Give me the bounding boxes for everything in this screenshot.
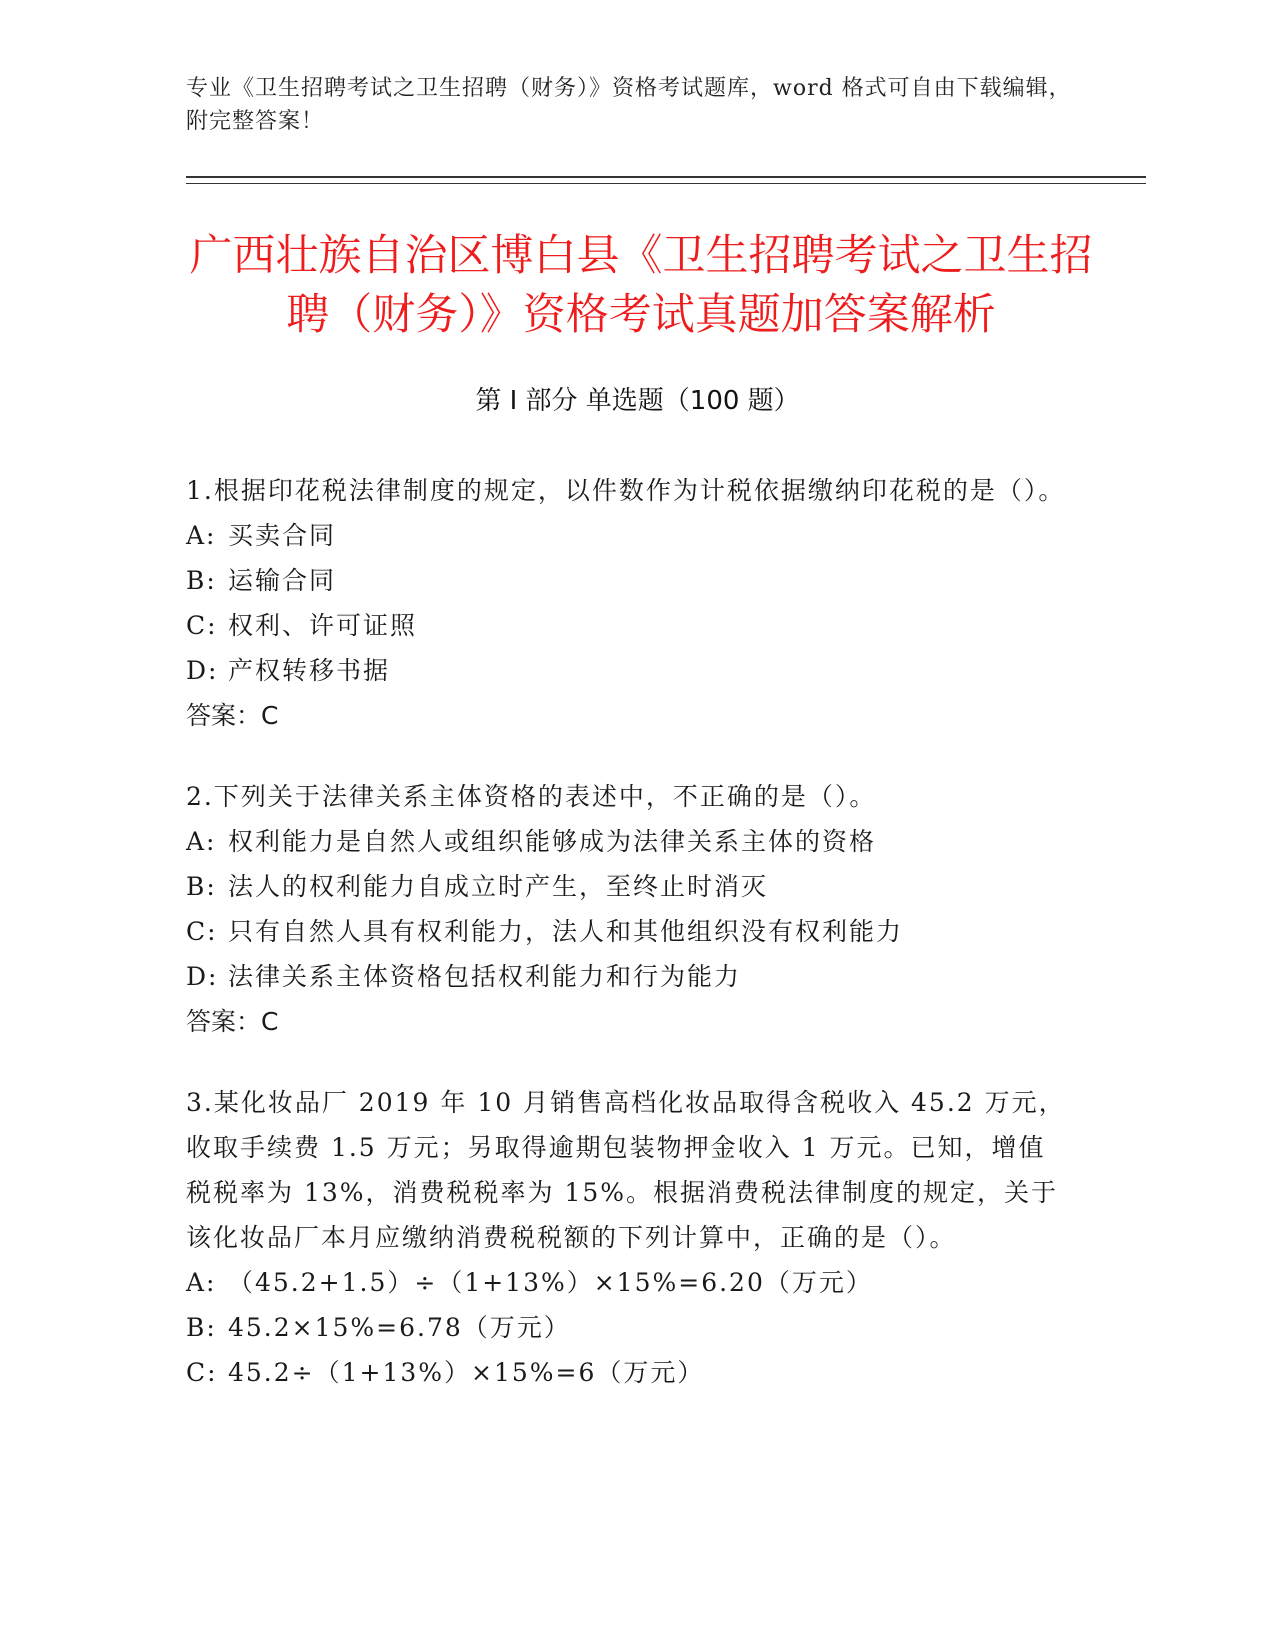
option-text: （45.2+1.5）÷（1+13%）×15%=6.20（万元） <box>228 1268 873 1297</box>
question-stem: 1.根据印花税法律制度的规定，以件数作为计税依据缴纳印花税的是（）。 <box>186 476 1066 505</box>
option-text: 45.2÷（1+13%）×15%=6（万元） <box>228 1358 705 1387</box>
option-letter: A: <box>186 827 217 856</box>
question-3 <box>186 1080 1066 1395</box>
header-note: 专业《卫生招聘考试之卫生招聘（财务）》资格考试题库，word 格式可自由下载编辑，附完整答案！ <box>186 76 1072 134</box>
option-letter: B: <box>186 566 217 595</box>
option-text: 只有自然人具有权利能力，法人和其他组织没有权利能力 <box>228 917 904 946</box>
option-text: 权利能力是自然人或组织能够成为法律关系主体的资格 <box>228 827 877 856</box>
option-b <box>186 558 1066 603</box>
option-text: 45.2×15%=6.78（万元） <box>228 1313 571 1342</box>
option-letter: C: <box>186 917 218 946</box>
document-title: 广西壮族自治区博白县《卫生招聘考试之卫生招聘（财务）》资格考试真题加答案解析 <box>189 231 1093 340</box>
question-stem: 2.下列关于法律关系主体资格的表述中，不正确的是（）。 <box>186 782 877 811</box>
option-letter: A: <box>186 521 217 550</box>
option-c <box>186 1350 1066 1395</box>
header-rule-thick <box>186 176 1146 178</box>
option-d <box>186 954 1066 999</box>
option-letter: D: <box>186 962 219 991</box>
option-a <box>186 819 1066 864</box>
option-b <box>186 1305 1066 1350</box>
option-letter: C: <box>186 611 218 640</box>
answer-label: 答案： <box>186 1007 262 1036</box>
answer-line <box>186 693 1066 738</box>
option-b <box>186 864 1066 909</box>
option-text: 产权转移书据 <box>228 656 391 685</box>
option-letter: C: <box>186 1358 218 1387</box>
header-rule-thin <box>186 183 1146 184</box>
option-d <box>186 648 1066 693</box>
answer-value: C <box>261 1007 279 1036</box>
option-c <box>186 909 1066 954</box>
question-1 <box>186 468 1066 738</box>
option-text: 运输合同 <box>228 566 337 595</box>
answer-label: 答案： <box>186 701 262 730</box>
section-heading: 第 I 部分 单选题（100 题） <box>475 386 800 416</box>
option-a <box>186 1260 1066 1305</box>
question-list <box>186 468 1066 1431</box>
option-a <box>186 513 1066 558</box>
question-stem: 3.某化妆品厂 2019 年 10 月销售高档化妆品取得含税收入 45.2 万元，收取手续费 1.5 万元；另取得逾期包装物押金收入 1 万元。已知，增值税税率为 13%，消费税税率为 15%。根据消费税法律制度的规定，关于该化妆品厂本月应缴纳消费税税额的下列计算中，正确的是（）。 <box>186 1088 1066 1252</box>
answer-line <box>186 999 1066 1044</box>
option-text: 买卖合同 <box>228 521 337 550</box>
option-letter: A: <box>186 1268 217 1297</box>
option-c <box>186 603 1066 648</box>
answer-value: C <box>261 701 279 730</box>
option-text: 法人的权利能力自成立时产生，至终止时消灭 <box>228 872 769 901</box>
option-letter: D: <box>186 656 219 685</box>
option-letter: B: <box>186 1313 217 1342</box>
option-text: 权利、许可证照 <box>228 611 418 640</box>
option-text: 法律关系主体资格包括权利能力和行为能力 <box>228 962 742 991</box>
question-2 <box>186 774 1066 1044</box>
option-letter: B: <box>186 872 217 901</box>
